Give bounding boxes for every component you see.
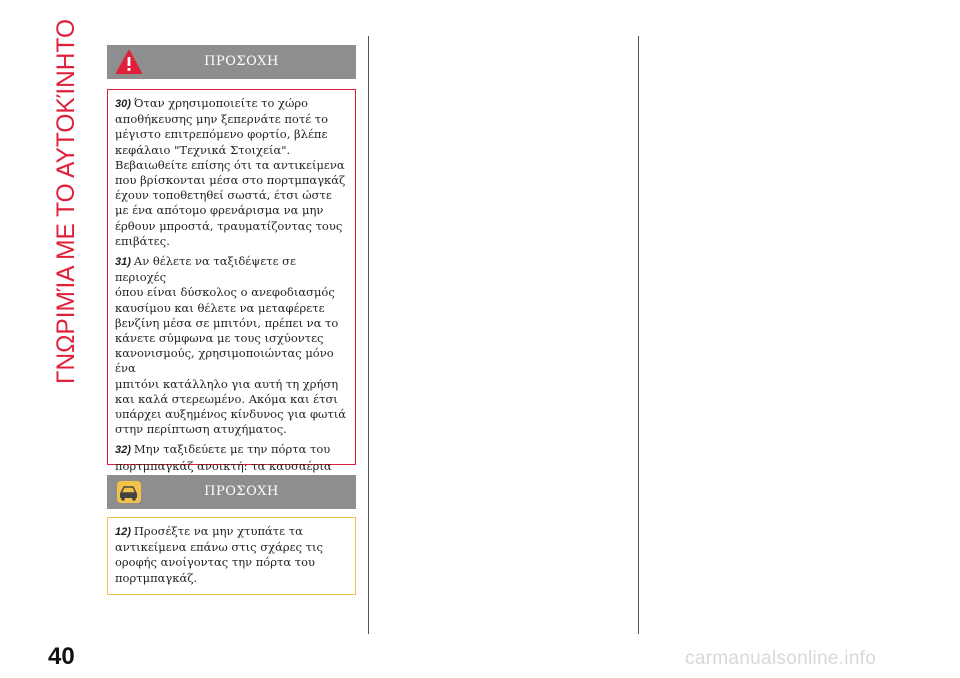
paragraph-line: που βρίσκονται μέσα στο πορτμπαγκάζ (115, 173, 346, 188)
paragraph-line: στην περίπτωση ατυχήματος. (115, 422, 287, 437)
note-number: 31) (115, 256, 131, 269)
paragraph-line: μπιτόνι κατάλληλο για αυτή τη χρήση (115, 376, 339, 391)
paragraph-line: κανονισμούς, χρησιμοποιώντας μόνο ένα (115, 346, 334, 376)
paragraph-line: όπου είναι δύσκολος ο ανεφοδιασμός (115, 285, 335, 300)
paragraph-line: υπάρχει αυξημένος κίνδυνος για φωτιά (115, 407, 347, 422)
paragraph-line: Μην ταξιδεύετε με την πόρτα του (133, 442, 331, 457)
column-divider-right (638, 36, 639, 634)
caution-header-title: ΠΡΟΣΟΧΗ (204, 484, 279, 499)
paragraph-line: καυσίμου και θέλετε να μεταφέρετε (115, 300, 325, 315)
note-number: 12) (115, 526, 131, 538)
warning-box (107, 89, 356, 473)
paragraph-line: κεφάλαιο "Τεχνικά Στοιχεία". (115, 142, 291, 157)
paragraph-line: μέγιστο επιτρεπόμενο φορτίο, βλέπε (115, 127, 328, 142)
paragraph-line: με ένα απότομο φρενάρισμα να μην (115, 203, 324, 218)
paragraph-line: Αν θέλετε να ταξιδέψετε σε περιοχές (115, 254, 296, 285)
note-number: 30) (115, 98, 131, 110)
paragraph-line: έρθουν μπροστά, τραυματίζοντας τους (115, 218, 343, 233)
paragraph-line: βενζίνη μέσα σε μπιτόνι, πρέπει να το (115, 315, 339, 330)
warning-paragraph (115, 254, 350, 437)
paragraph-line: οροφής ανοίγοντας την πόρτα του (115, 555, 316, 570)
column-divider-left (368, 36, 369, 634)
paragraph-line: έχουν τοποθετηθεί σωστά, έτσι ώστε (115, 188, 332, 203)
paragraph-line: αποθήκευσης μην ξεπερνάτε ποτέ το (115, 112, 329, 127)
paragraph-line: κάνετε σύμφωνα με τους ισχύοντες (115, 331, 324, 346)
paragraph-line: πορτμπαγκάζ. (115, 570, 198, 585)
paragraph-line: και καλά στερεωμένο. Ακόμα και έτσι (115, 391, 338, 406)
paragraph-line: αντικείμενα επάνω στις σχάρες τις (115, 540, 323, 555)
warning-header (107, 45, 356, 79)
page-number: 40 (48, 643, 75, 670)
section-side-title (50, 14, 82, 384)
paragraph-line: επιβάτες. (115, 233, 170, 248)
paragraph-line: Βεβαιωθείτε επίσης ότι τα αντικείμενα (115, 157, 345, 172)
paragraph-line: πορτμπαγκάζ ανοικτή: τα καυσαέρια (115, 458, 332, 473)
warning-paragraph (115, 524, 350, 586)
caution-box (107, 517, 356, 595)
paragraph-line: Όταν χρησιμοποιείτε το χώρο (133, 96, 309, 110)
paragraph-line: Προσέξτε να μην χτυπάτε τα (133, 524, 303, 538)
caution-header (107, 475, 356, 509)
warning-header-title: ΠΡΟΣΟΧΗ (204, 54, 279, 69)
section-side-title-text: ΓΝΩΡΙΜΊΑ ΜΕ ΤΟ ΑΥΤΟΚΊΝΗΤΟ (52, 14, 80, 384)
note-number: 32) (115, 444, 131, 457)
warning-paragraph (115, 96, 350, 249)
watermark: carmanualsonline.info (685, 648, 877, 669)
